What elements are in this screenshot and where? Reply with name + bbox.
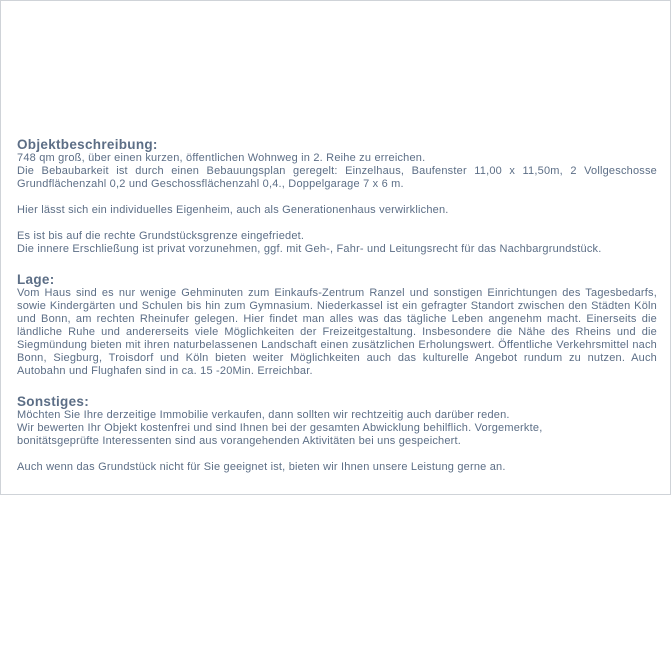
objekt-home-line: Hier lässt sich ein individuelles Eigenheim, auch als Generationenhaus verwirklichen. (17, 204, 449, 216)
heading-objektbeschreibung: Objektbeschreibung: (17, 137, 158, 152)
sonstiges-interested-line: bonitätsgeprüfte Interessenten sind aus vorangehenden Aktivitäten bei uns gespeichert. (17, 435, 462, 447)
lage-text: Vom Haus sind es nur wenige Gehminuten zum Einkaufs-Zentrum Ranzel und sonstigen Einrichtungen des Tagesbedarfs, sowie Kindergärten und Schulen bis hin zum Gymnasium. Niederkassel ist ein gefragter Standort zwischen den Städten Köln und Bonn, am rechten Rheinufer gelegen. Hier findet man alles was das tägliche Leben angenehm macht. Einerseits die ländliche Ruhe und andererseits viele Möglichkeiten der Freizeitgestaltung. Insbesondere die Nähe des Rheins und die Siegmündung bieten mit ihren naturbelassenen Landschaft einen zusätzlichen Erholungswert. Öffentliche Verkehrsmittel nach Bonn, Siegburg, Troisdorf und Köln bieten weiter Möglichkeiten auch das kulturelle Angebot rundum zu nutzen. Auch Autobahn und Flughafen sind in ca. 15 -20Min. Erreichbar. (17, 287, 657, 377)
sonstiges-offer-line: Auch wenn das Grundstück nicht für Sie geeignet ist, bieten wir Ihnen unsere Leistung gerne an. (17, 461, 506, 473)
objekt-size-line: 748 qm groß, über einen kurzen, öffentlichen Wohnweg in 2. Reihe zu erreichen. (17, 152, 426, 164)
heading-lage: Lage: (17, 272, 55, 287)
sonstiges-valuation-line: Wir bewerten Ihr Objekt kostenfrei und sind Ihnen bei der gesamten Abwicklung behilflich. Vorgemerkte, (17, 422, 543, 434)
heading-sonstiges: Sonstiges: (17, 394, 90, 409)
sonstiges-sell-line: Möchten Sie Ihre derzeitige Immobilie verkaufen, dann sollten wir rechtzeitig auch darüber reden. (17, 409, 510, 421)
objekt-building-line: Die Bebaubarkeit ist durch einen Bebauungsplan geregelt: Einzelhaus, Baufenster 11,00 x 11,50m, 2 Vollgeschosse Grundflächenzahl 0,2 und Geschossflächenzahl 0,4., Doppelgarage 7 x 6 m. (17, 165, 657, 190)
objekt-access-line: Die innere Erschließung ist privat vorzunehmen, ggf. mit Geh-, Fahr- und Leitungsrecht für das Nachbargrundstück. (17, 243, 602, 255)
objekt-fence-line: Es ist bis auf die rechte Grundstücksgrenze eingefriedet. (17, 230, 305, 242)
description-text (17, 137, 657, 474)
